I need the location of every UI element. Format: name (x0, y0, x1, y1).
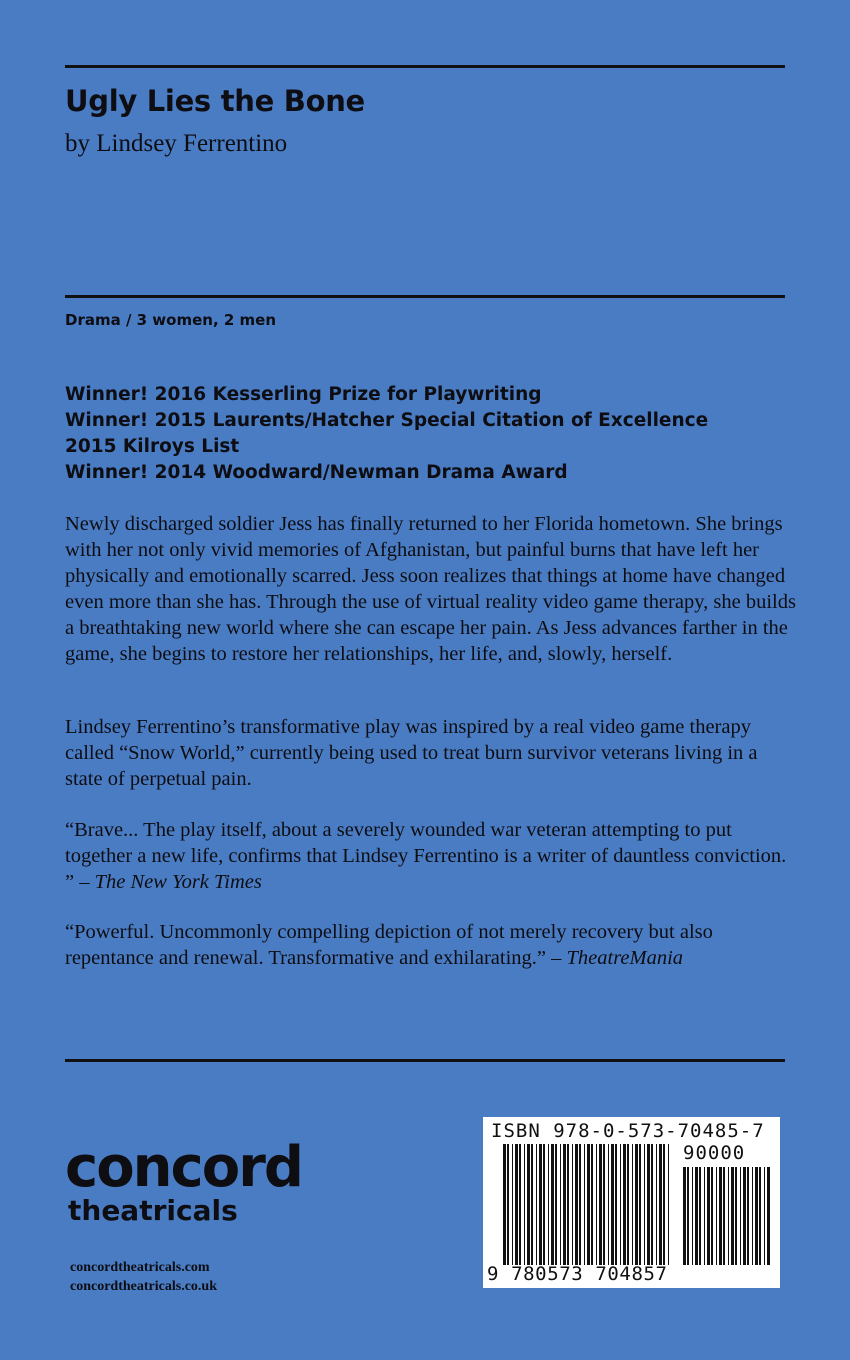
genre-rule (65, 295, 785, 298)
barcode-bar (543, 1144, 545, 1265)
barcode-bar (704, 1167, 705, 1265)
barcode-bar (663, 1144, 665, 1265)
award-item: Winner! 2016 Kesserling Prize for Playwriting (65, 384, 542, 405)
barcode-bar (608, 1144, 609, 1265)
barcode-bar (687, 1167, 689, 1265)
barcode-bar (735, 1167, 737, 1265)
barcode-bar (536, 1144, 537, 1265)
barcode-bar (755, 1167, 758, 1265)
synopsis-paragraph: Newly discharged soldier Jess has finally returned to her Florida hometown. She brings with her not only vivid memories of Afghanistan, but painful burns that have left her physically and emotionally scarred. Jess soon realizes that things at home have changed even more than she has. Through the use of virtual reality video game therapy, she builds a breathtaking new world where she can escape her pain. As Jess advances farther in the game, she begins to restore her relationships, her life, and, slowly, herself. (65, 513, 796, 665)
barcode-bar (587, 1144, 590, 1265)
barcode-bar (699, 1167, 701, 1265)
barcode-bar (572, 1144, 573, 1265)
barcode-bar (651, 1144, 653, 1265)
barcode-bar (644, 1144, 645, 1265)
review-text: “Brave... The play itself, about a severely wounded war veteran attempting to put together a new life, confirms that Lindsey Ferrentino is a writer of dauntless conviction. ” – (65, 819, 787, 893)
barcode-bar (764, 1167, 765, 1265)
barcode-bar (560, 1144, 561, 1265)
barcode-bar (731, 1167, 734, 1265)
barcode-bar (584, 1144, 585, 1265)
bottom-rule (65, 1059, 785, 1062)
barcode-bar (527, 1144, 530, 1265)
barcode-bar (647, 1144, 650, 1265)
top-rule (65, 65, 785, 68)
barcode-bar (591, 1144, 593, 1265)
barcode-bar (683, 1167, 686, 1265)
barcode-bar (767, 1167, 770, 1265)
barcode-bar (615, 1144, 617, 1265)
review-source: TheatreMania (566, 947, 684, 969)
barcode-bar (692, 1167, 693, 1265)
publisher-urls (70, 1258, 217, 1296)
book-title: Ugly Lies the Bone (65, 84, 365, 118)
barcode-bar (563, 1144, 566, 1265)
barcode-bar (507, 1144, 509, 1265)
barcode-bar (656, 1144, 657, 1265)
barcode-bar (539, 1144, 542, 1265)
publisher-url: concordtheatricals.co.uk (70, 1279, 217, 1294)
logo-wordmark: concord (65, 1135, 302, 1200)
barcode-bar (716, 1167, 717, 1265)
publisher-logo (65, 1135, 302, 1227)
award-item: Winner! 2015 Laurents/Hatcher Special Citation of Excellence (65, 410, 709, 431)
barcode-bar (627, 1144, 629, 1265)
barcode-bar (728, 1167, 729, 1265)
barcode-bar (747, 1167, 749, 1265)
barcode-bar (519, 1144, 521, 1265)
barcode-bar (743, 1167, 746, 1265)
barcode-bar (515, 1144, 518, 1265)
logo-subline: theatricals (68, 1194, 238, 1227)
barcode-bar (695, 1167, 698, 1265)
awards-list (65, 382, 708, 486)
review-quote (65, 919, 790, 971)
barcode-bar (719, 1167, 722, 1265)
inspiration-paragraph: Lindsey Ferrentino’s transformative play was inspired by a real video game therapy called “Snow World,” currently being used to treat burn survivor veterans living in a state of perpetual pain. (65, 716, 758, 790)
barcode-bar (512, 1144, 513, 1265)
review-quote (65, 817, 790, 895)
barcode-bar (575, 1144, 578, 1265)
barcode-bar (603, 1144, 605, 1265)
barcode-digits: 9 780573 704857 (487, 1263, 668, 1285)
barcode-bar (707, 1167, 710, 1265)
barcode-bar (752, 1167, 753, 1265)
review-source: The New York Times (94, 871, 262, 893)
barcode-bar (711, 1167, 713, 1265)
award-item: 2015 Kilroys List (65, 436, 240, 457)
barcode-bar (632, 1144, 633, 1265)
publisher-url: concordtheatricals.com (70, 1260, 210, 1275)
barcode-bar (620, 1144, 621, 1265)
barcode-bar (555, 1144, 557, 1265)
book-author: by Lindsey Ferrentino (65, 130, 288, 157)
price-code: 90000 (683, 1142, 746, 1164)
barcode-bar (548, 1144, 549, 1265)
barcode-bar (668, 1144, 669, 1265)
barcode-bar (599, 1144, 602, 1265)
barcode-bar (611, 1144, 614, 1265)
barcode-bar (659, 1144, 662, 1265)
barcode-bar (596, 1144, 597, 1265)
isbn-label: ISBN 978-0-573-70485-7 (491, 1120, 765, 1142)
barcode-bar (623, 1144, 626, 1265)
barcode-bar (579, 1144, 581, 1265)
award-item: Winner! 2014 Woodward/Newman Drama Award (65, 462, 568, 483)
barcode-bar (524, 1144, 525, 1265)
review-text: “Powerful. Uncommonly compelling depiction of not merely recovery but also repentance and renewal. Transformative and exhilarating.” – (65, 921, 713, 969)
genre-cast: Drama / 3 women, 2 men (65, 311, 277, 329)
barcode-bar (723, 1167, 725, 1265)
barcode-bar (639, 1144, 641, 1265)
barcode-bar (531, 1144, 533, 1265)
barcode-bar (759, 1167, 761, 1265)
isbn-barcode (483, 1117, 780, 1288)
barcode-bar (740, 1167, 741, 1265)
barcode-bar (503, 1144, 506, 1265)
barcode-bar (567, 1144, 569, 1265)
barcode-bar (551, 1144, 554, 1265)
barcode-bar (635, 1144, 638, 1265)
